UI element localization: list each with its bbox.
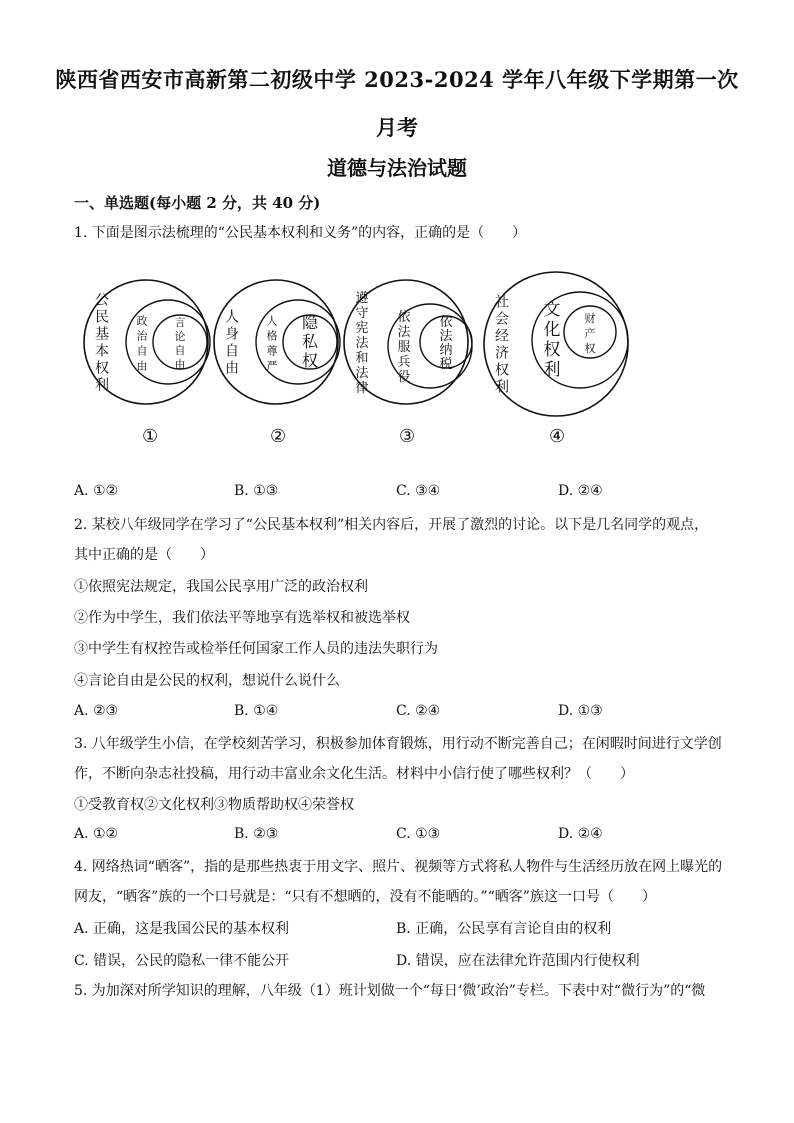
diagram-3 — [344, 280, 472, 404]
q2-option-b[interactable]: B. ①④ — [234, 703, 279, 719]
middle-label-char: 役 — [397, 370, 411, 385]
q2-item-3: ③中学生有权控告或检举任何国家工作人员的违法失职行为 — [74, 641, 438, 657]
inner-label-char: 论 — [174, 330, 186, 343]
exam-subject: 道德与法治试题 — [327, 156, 467, 180]
outer-label-char: 权 — [95, 360, 109, 377]
middle-label-char: 自 — [136, 344, 148, 358]
outer-label-char: 权 — [495, 362, 509, 379]
outer-label-char: 利 — [95, 377, 109, 394]
outer-label-char: 利 — [495, 379, 509, 396]
outer-label-char: 守 — [355, 306, 369, 321]
q1-option-d[interactable]: D. ②④ — [558, 483, 603, 499]
q3-stem-line2: 作，不断向杂志社投稿，用行动丰富业余文化生活。材料中小信行使了哪些权利？（ ） — [74, 766, 634, 782]
outer-label-char: 身 — [225, 326, 239, 343]
inner-label-char: 由 — [174, 358, 186, 371]
q4-stem-line1: 4. 网络热词“晒客”，指的是那些热衷于用文字、照片、视频等方式将私人物件与生活经历放在网上曝光的 — [74, 859, 723, 875]
q2-option-d[interactable]: D. ①③ — [558, 703, 603, 719]
outer-label-char: 基 — [95, 326, 109, 343]
q2-option-a[interactable]: A. ②③ — [74, 703, 119, 719]
q3-option-d[interactable]: D. ②④ — [558, 826, 603, 842]
middle-label-char: 服 — [397, 340, 411, 355]
middle-label-char: 由 — [136, 359, 148, 373]
middle-label-char: 法 — [397, 325, 411, 340]
outer-label-char: 律 — [355, 381, 369, 396]
middle-label-char: 依 — [397, 310, 411, 325]
q2-stem-line1: 2. 某校八年级同学在学习了“公民基本权利”相关内容后，开展了激烈的讨论。以下是几名同学的观点， — [74, 517, 709, 533]
outer-label-char: 法 — [355, 366, 369, 381]
inner-label-char: 纳 — [439, 343, 453, 358]
exam-title-line1: 陕西省西安市高新第二初级中学 2023-2024 学年八年级下学期第一次 — [55, 67, 739, 92]
middle-label-char: 兵 — [397, 355, 411, 370]
outer-label-char: 宪 — [355, 321, 369, 336]
middle-label-char: 治 — [136, 329, 148, 343]
q1-stem: 1. 下面是图示法梳理的“公民基本权利和义务”的内容，正确的是（ ） — [74, 225, 527, 241]
diagram-label-3: ③ — [399, 426, 416, 447]
outer-label-char: 遵 — [355, 291, 369, 306]
outer-label-char: 公 — [95, 292, 109, 309]
outer-label-char: 法 — [355, 336, 369, 351]
q4-option-d[interactable]: D. 错误，应在法律允许范围内行使权利 — [396, 953, 640, 969]
diagram-label-2: ② — [270, 426, 287, 447]
inner-label-char: 隐 — [301, 313, 319, 332]
inner-label-char: 依 — [439, 315, 453, 330]
outer-label-char: 人 — [225, 309, 239, 326]
diagram-label-1: ① — [142, 426, 159, 447]
inner-label-char: 言 — [174, 316, 186, 329]
middle-label-char: 利 — [543, 360, 561, 380]
outer-label-char: 民 — [95, 309, 109, 326]
diagram-4 — [484, 272, 628, 416]
middle-label-char: 权 — [543, 340, 561, 360]
q1-option-c[interactable]: C. ③④ — [396, 483, 441, 499]
section-heading: 一、单选题(每小题 2 分，共 40 分) — [74, 194, 321, 212]
inner-label-char: 权 — [584, 342, 596, 355]
inner-label-char: 财 — [584, 312, 596, 325]
diagram-1 — [84, 280, 210, 404]
q3-items: ①受教育权②文化权利③物质帮助权④荣誉权 — [74, 797, 354, 813]
q2-item-4: ④言论自由是公民的权利，想说什么说什么 — [74, 673, 340, 689]
inner-label-char: 法 — [439, 329, 453, 344]
middle-label-char: 政 — [136, 314, 148, 328]
outer-label-char: 自 — [225, 343, 239, 360]
middle-label-char: 文 — [543, 300, 561, 320]
outer-label-char: 由 — [225, 360, 239, 377]
inner-label-char: 私 — [301, 332, 319, 351]
q5-stem-line1: 5. 为加深对所学知识的理解，八年级（1）班计划做一个“每日‘微’政治”专栏。下表中对“微行为”的“微 — [74, 983, 706, 999]
diagram-label-4: ④ — [549, 426, 566, 447]
q1-diagrams — [80, 262, 640, 452]
q3-option-c[interactable]: C. ①③ — [396, 826, 441, 842]
q3-option-b[interactable]: B. ②③ — [234, 826, 279, 842]
inner-label-char: 税 — [439, 357, 453, 372]
middle-label-char: 化 — [543, 320, 561, 340]
q1-option-a[interactable]: A. ①② — [74, 483, 119, 499]
q3-option-a[interactable]: A. ①② — [74, 826, 119, 842]
middle-label-char: 人 — [266, 314, 278, 328]
q2-stem-line2: 其中正确的是（ ） — [74, 547, 214, 563]
inner-label-char: 权 — [301, 351, 319, 370]
q4-option-b[interactable]: B. 正确，公民享有言论自由的权利 — [396, 921, 612, 937]
outer-label-char: 济 — [495, 345, 509, 362]
exam-title-line2: 月考 — [376, 115, 418, 140]
middle-label-char: 尊 — [266, 344, 278, 358]
outer-label-char: 和 — [355, 351, 369, 366]
middle-label-char: 严 — [266, 359, 278, 373]
q4-stem-line2: 网友，“晒客”族的一个口号就是：“只有不想晒的，没有不能晒的。”“晒客”族这一口号（ ） — [74, 889, 656, 905]
middle-label-char: 格 — [266, 329, 278, 343]
outer-label-char: 经 — [495, 328, 509, 345]
outer-label-char: 会 — [495, 311, 509, 328]
q2-item-2: ②作为中学生，我们依法平等地享有选举权和被选举权 — [74, 610, 410, 626]
inner-label-char: 产 — [584, 327, 596, 340]
q4-option-c[interactable]: C. 错误，公民的隐私一律不能公开 — [74, 953, 290, 969]
q2-option-c[interactable]: C. ②④ — [396, 703, 441, 719]
q4-option-a[interactable]: A. 正确，这是我国公民的基本权利 — [74, 921, 290, 937]
q2-item-1: ①依照宪法规定，我国公民享用广泛的政治权利 — [74, 579, 368, 595]
q3-stem-line1: 3. 八年级学生小信，在学校刻苦学习，积极参加体育锻炼，用行动不断完善自己；在闲暇时间进行文学创 — [74, 736, 722, 752]
q1-diagram-svg — [80, 262, 640, 452]
inner-label-char: 自 — [174, 344, 186, 357]
q1-option-b[interactable]: B. ①③ — [234, 483, 279, 499]
outer-label-char: 社 — [495, 294, 509, 311]
diagram-2 — [214, 280, 340, 404]
outer-label-char: 本 — [95, 343, 109, 360]
